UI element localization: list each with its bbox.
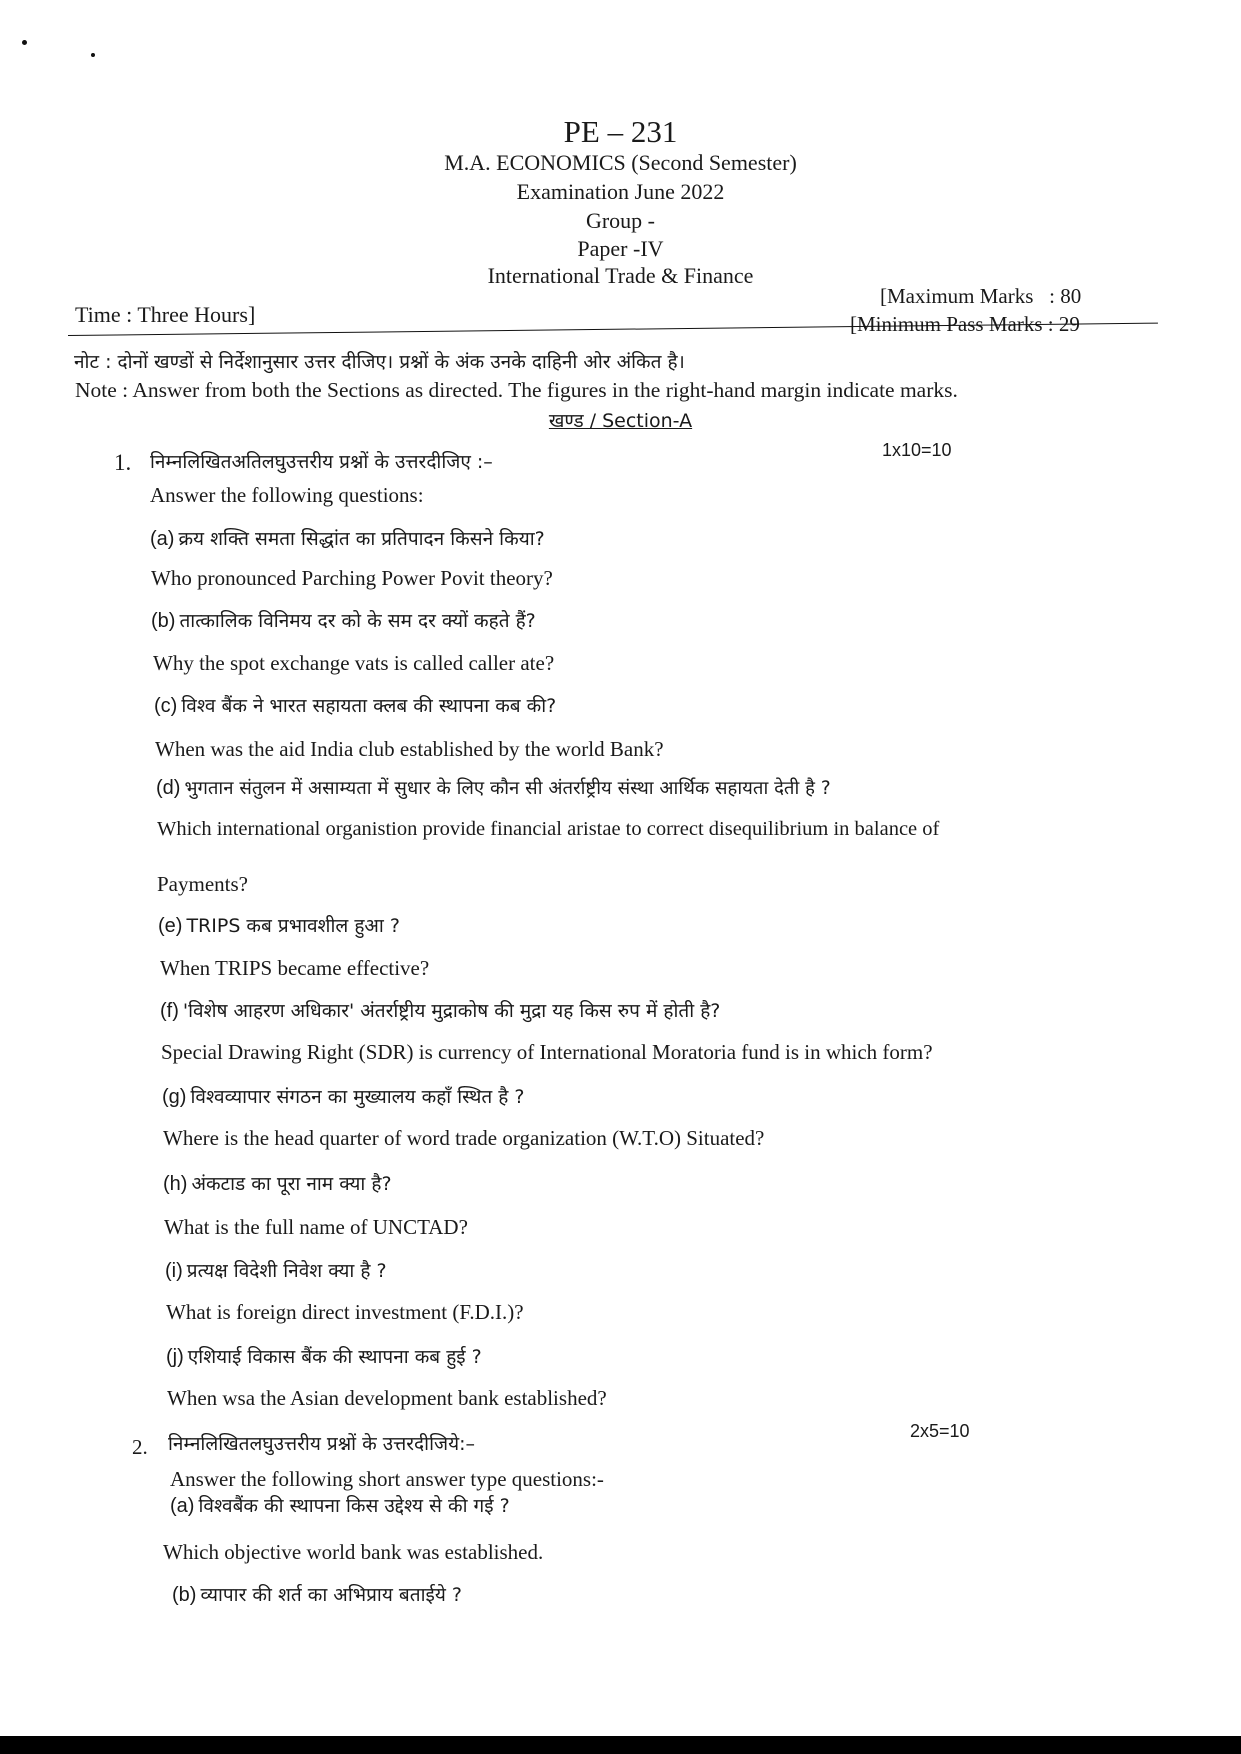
q1-part-b-hindi: तात्कालिक विनिमय दर को के सम दर क्यों कहते हैं? — [179, 610, 536, 632]
q1-part-d-hindi: भुगतान संतुलन में असाम्यता में सुधार के लिए कौन सी अंतर्राष्ट्रीय संस्था आर्थिक सहायता देती है ? — [184, 778, 831, 799]
q1-part-c-english: When was the aid India club established by the world Bank? — [155, 737, 664, 761]
q1-part-g-label: (g) — [162, 1086, 187, 1108]
question-1-hindi: निम्नलिखितअतिलघुउत्तरीय प्रश्नों के उत्तरदीजिए :– — [150, 451, 493, 473]
q1-part-c-label: (c) — [154, 695, 178, 717]
exam-session: Examination June 2022 — [516, 179, 725, 204]
group-label: Group - — [585, 208, 656, 233]
q1-part-i — [165, 1257, 387, 1283]
minimum-pass-marks: [Minimum Pass Marks : 29 — [850, 312, 1080, 336]
question-2-marks: 2x5=10 — [910, 1421, 970, 1441]
q1-part-b-label: (b) — [151, 610, 176, 632]
question-1-number: 1. — [114, 450, 132, 475]
q1-part-g-english: Where is the head quarter of word trade organization (W.T.O) Situated? — [163, 1126, 765, 1150]
q1-part-f-english: Special Drawing Right (SDR) is currency of International Moratoria fund is in which form? — [161, 1040, 933, 1064]
q1-part-a-label: (a) — [150, 528, 175, 550]
paper-number: Paper -IV — [577, 236, 664, 261]
q1-part-d — [156, 775, 831, 800]
q1-part-d-english: Which international organistion provide financial aristae to correct disequilibrium in balance of — [157, 818, 940, 840]
maximum-marks: [Maximum Marks : 80 — [880, 284, 1082, 308]
question-1-marks: 1x10=10 — [882, 440, 952, 460]
q2-part-b — [172, 1581, 462, 1607]
q1-part-a — [150, 525, 545, 551]
q1-part-e-hindi: TRIPS कब प्रभावशील हुआ ? — [186, 915, 400, 937]
q1-part-g — [162, 1083, 524, 1109]
note-hindi: नोट : दोनों खण्डों से निर्देशानुसार उत्तर दीजिए। प्रश्नों के अंक उनके दाहिनी ओर अंकित है। — [74, 351, 685, 373]
q1-part-g-hindi: विश्वव्यापार संगठन का मुख्यालय कहाँ स्थित है ? — [190, 1086, 525, 1108]
q1-part-i-english: What is foreign direct investment (F.D.I.)? — [166, 1300, 524, 1324]
q2-part-b-label: (b) — [172, 1584, 197, 1606]
q1-part-j — [166, 1343, 482, 1369]
scan-speck — [91, 53, 95, 57]
scan-bottom-edge — [0, 1736, 1241, 1754]
time-allowed: Time : Three Hours] — [75, 302, 256, 327]
question-2-hindi: निम्नलिखितलघुउत्तरीय प्रश्नों के उत्तरदीजिये:– — [168, 1433, 476, 1455]
q1-part-h-label: (h) — [163, 1173, 188, 1195]
q1-part-f-label: (f) — [160, 1000, 179, 1022]
note-english: Note : Answer from both the Sections as directed. The figures in the right-hand margin indicate marks. — [75, 378, 958, 402]
q1-part-c — [154, 692, 556, 718]
question-1-english: Answer the following questions: — [150, 483, 424, 507]
q2-part-a-hindi: विश्वबैंक की स्थापना किस उद्देश्य से की गई ? — [198, 1495, 510, 1517]
q1-part-j-label: (j) — [166, 1346, 184, 1368]
q2-part-a-english: Which objective world bank was established. — [163, 1540, 544, 1564]
q1-part-e — [158, 912, 400, 938]
q1-part-j-hindi: एशियाई विकास बैंक की स्थापना कब हुई ? — [187, 1346, 482, 1368]
q1-part-a-english: Who pronounced Parching Power Povit theory? — [151, 566, 553, 590]
q1-part-h — [163, 1170, 392, 1196]
scan-speck — [22, 40, 27, 45]
q1-part-b-english: Why the spot exchange vats is called caller ate? — [153, 651, 555, 675]
q1-part-f-hindi: 'विशेष आहरण अधिकार' अंतर्राष्ट्रीय मुद्राकोष की मुद्रा यह किस रुप में होती है? — [182, 1000, 721, 1022]
q1-part-d-english-cont: Payments? — [157, 872, 248, 896]
q1-part-e-label: (e) — [158, 915, 183, 937]
section-a-label: खण्ड / Section-A — [548, 410, 693, 432]
section-a-heading — [0, 407, 1241, 433]
q1-part-i-hindi: प्रत्यक्ष विदेशी निवेश क्या है ? — [186, 1260, 387, 1282]
q1-part-a-hindi: क्रय शक्ति समता सिद्धांत का प्रतिपादन किसने किया? — [178, 528, 545, 550]
q1-part-i-label: (i) — [165, 1260, 183, 1282]
q2-part-b-hindi: व्यापार की शर्त का अभिप्राय बताईये ? — [200, 1584, 462, 1606]
q1-part-d-label: (d) — [156, 777, 181, 799]
paper-code: PE – 231 — [563, 114, 678, 149]
question-2-english: Answer the following short answer type questions:- — [170, 1467, 604, 1491]
question-2-number: 2. — [132, 1435, 148, 1459]
q1-part-h-hindi: अंकटाड का पूरा नाम क्या है? — [191, 1173, 392, 1195]
q1-part-b — [151, 607, 536, 633]
subject-title: International Trade & Finance — [487, 263, 754, 288]
q1-part-j-english: When wsa the Asian development bank established? — [167, 1386, 607, 1410]
course-title: M.A. ECONOMICS (Second Semester) — [444, 150, 797, 175]
q1-part-f — [160, 997, 720, 1023]
q2-part-a — [170, 1492, 510, 1518]
q1-part-h-english: What is the full name of UNCTAD? — [164, 1215, 468, 1239]
q2-part-a-label: (a) — [170, 1495, 195, 1517]
q1-part-e-english: When TRIPS became effective? — [160, 956, 430, 980]
q1-part-c-hindi: विश्व बैंक ने भारत सहायता क्लब की स्थापना कब की? — [181, 695, 557, 717]
